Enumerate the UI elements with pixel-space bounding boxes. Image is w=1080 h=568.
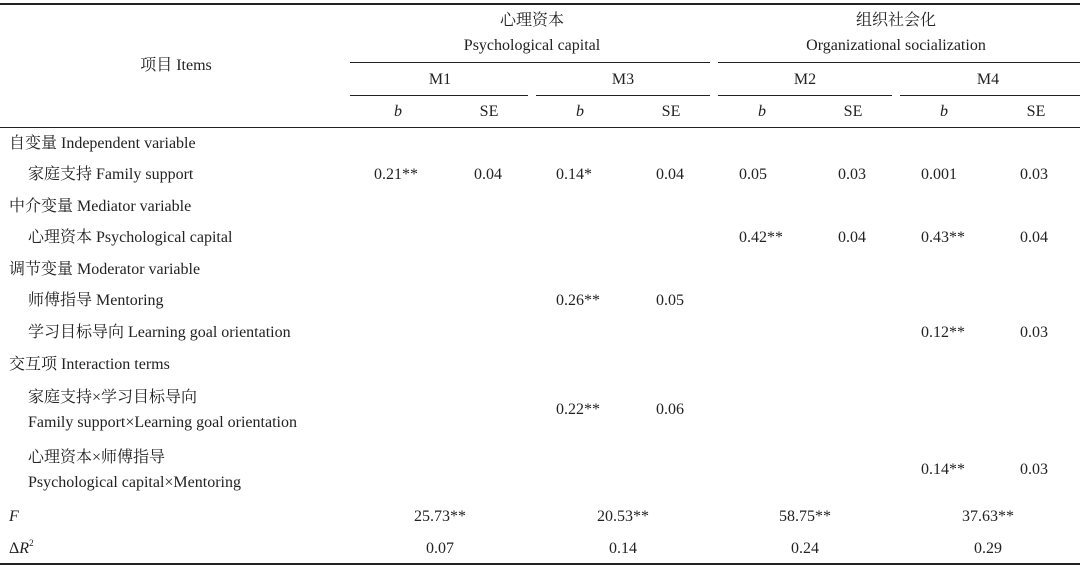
- group1-title-cn: 心理资本: [499, 12, 565, 29]
- cell-pcxment-m4-se: 0.03: [1020, 461, 1048, 478]
- m1-underline: [350, 95, 528, 96]
- model-m2: M2: [793, 71, 817, 88]
- group2-title-cn: 组织社会化: [855, 12, 937, 29]
- group2-underline: [718, 62, 1080, 63]
- model-m1: M1: [428, 71, 452, 88]
- model-m3: M3: [611, 71, 635, 88]
- b-header-m1: b: [394, 103, 402, 120]
- dr2-m4: 0.29: [974, 540, 1002, 557]
- cell-lgo-m4-b: 0.12**: [921, 324, 965, 341]
- cell-fs-m2-b: 0.05: [739, 166, 767, 183]
- cell-fs-m2-se: 0.03: [838, 166, 866, 183]
- cell-ment-m3-b: 0.26**: [556, 292, 600, 309]
- b-header-m2: b: [758, 103, 766, 120]
- cell-fs-m4-b: 0.001: [921, 166, 957, 183]
- model-m4: M4: [976, 71, 1000, 88]
- row-label-fs-x-lgo-cn: 家庭支持×学习目标导向: [28, 389, 198, 406]
- cell-fsxlgo-m3-b: 0.22**: [556, 401, 600, 418]
- f-label: F: [9, 508, 19, 525]
- cell-fs-m3-se: 0.04: [656, 166, 684, 183]
- cell-pc-m2-b: 0.42**: [739, 229, 783, 246]
- section-interaction: 交互项 Interaction terms: [9, 356, 170, 373]
- cell-pc-m4-b: 0.43**: [921, 229, 965, 246]
- se-header-m3: SE: [661, 103, 681, 120]
- cell-pcxment-m4-b: 0.14**: [921, 461, 965, 478]
- bottom-rule: [0, 563, 1080, 565]
- m4-underline: [900, 95, 1080, 96]
- row-label-mentoring: 师傅指导 Mentoring: [28, 292, 164, 309]
- row-label-psych-capital: 心理资本 Psychological capital: [28, 229, 233, 246]
- row-label-family-support: 家庭支持 Family support: [28, 166, 194, 183]
- dr2-m2: 0.24: [791, 540, 819, 557]
- dr2-m1: 0.07: [426, 540, 454, 557]
- cell-pc-m2-se: 0.04: [838, 229, 866, 246]
- delta-r2-label: [9, 539, 34, 558]
- cell-fs-m1-b: 0.21**: [374, 166, 418, 183]
- row-label-pc-x-ment-en: Psychological capital×Mentoring: [28, 474, 241, 491]
- group1-title-en: Psychological capital: [463, 37, 601, 54]
- section-independent: 自变量 Independent variable: [9, 135, 196, 152]
- cell-fs-m4-se: 0.03: [1020, 166, 1048, 183]
- se-header-m2: SE: [843, 103, 863, 120]
- row-label-pc-x-ment-cn: 心理资本×师傅指导: [28, 449, 166, 466]
- f-m1: 25.73**: [414, 508, 466, 525]
- items-header: 项目 Items: [140, 57, 212, 74]
- cell-fs-m3-b: 0.14*: [556, 166, 592, 183]
- group2-title-en: Organizational socialization: [806, 37, 986, 54]
- header-bottom-rule: [0, 127, 1080, 128]
- group1-underline: [350, 62, 710, 63]
- cell-fs-m1-se: 0.04: [474, 166, 502, 183]
- r-symbol: R: [19, 540, 30, 557]
- section-moderator: 调节变量 Moderator variable: [9, 261, 201, 278]
- f-m4: 37.63**: [962, 508, 1014, 525]
- r-superscript: 2: [29, 538, 34, 548]
- section-mediator: 中介变量 Mediator variable: [9, 198, 192, 215]
- cell-lgo-m4-se: 0.03: [1020, 324, 1048, 341]
- f-m2: 58.75**: [779, 508, 831, 525]
- m2-underline: [718, 95, 892, 96]
- se-header-m4: SE: [1026, 103, 1046, 120]
- f-m3: 20.53**: [597, 508, 649, 525]
- row-label-fs-x-lgo-en: Family support×Learning goal orientation: [28, 414, 297, 431]
- dr2-m3: 0.14: [609, 540, 637, 557]
- delta-symbol: Δ: [9, 540, 20, 557]
- cell-ment-m3-se: 0.05: [656, 292, 684, 309]
- b-header-m4: b: [940, 103, 948, 120]
- se-header-m1: SE: [479, 103, 499, 120]
- cell-fsxlgo-m3-se: 0.06: [656, 401, 684, 418]
- top-rule: [0, 3, 1080, 5]
- b-header-m3: b: [576, 103, 584, 120]
- row-label-learning-goal: 学习目标导向 Learning goal orientation: [28, 324, 291, 341]
- m3-underline: [536, 95, 710, 96]
- cell-pc-m4-se: 0.04: [1020, 229, 1048, 246]
